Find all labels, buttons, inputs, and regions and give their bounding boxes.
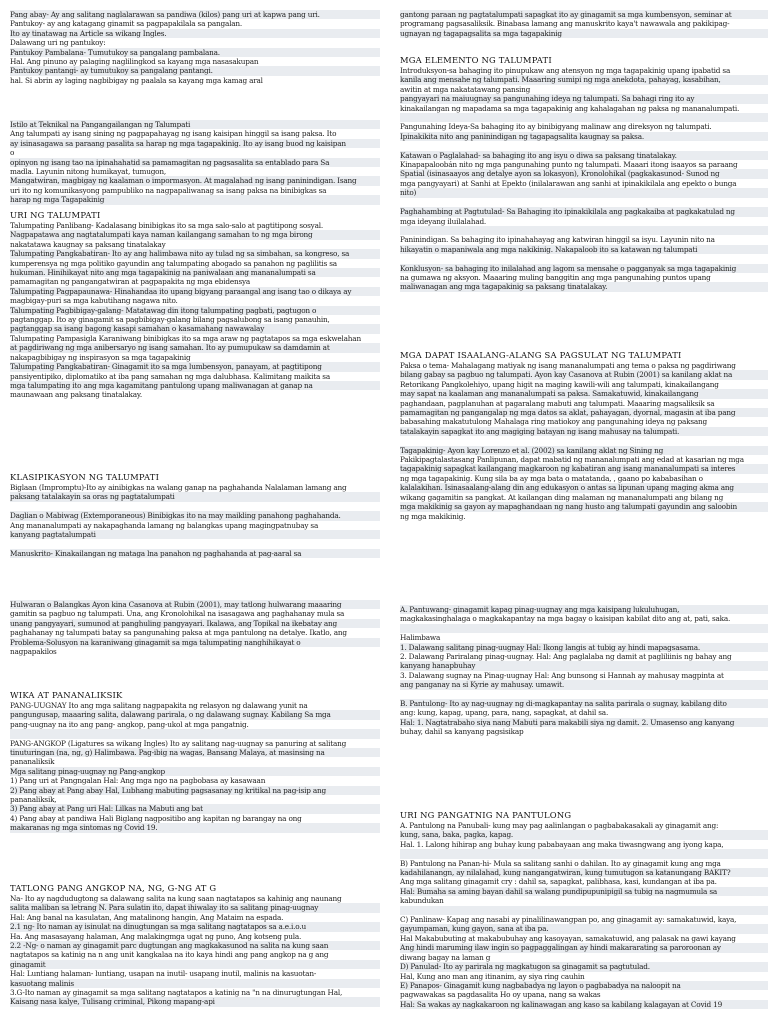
text-line: Pantukoy pantangi- ay tumutukoy sa pangalang pantangi. [10, 66, 380, 75]
text-line: pang-uugnay na ito ang pang- angkop, pang-ukol at mga pangatnig. [10, 719, 249, 729]
section-heading: TATLONG PANG ANGKOP NA, NG, G-NG AT G [10, 883, 217, 893]
text-line: Kinapapaloobán nito ng mga pangunahing punto ng talumpati. Maaari itong isaayos sa paraang [400, 160, 738, 170]
text-line: pamamagitan ng pangangatwiran at pagpapakita ng mga ebidensya [10, 277, 251, 287]
text-line: Konklusyon- sa bahaging ito inilalahad ang lagom sa mensahe o pagganyak sa mga tagapakinig [400, 264, 768, 273]
text-line: Paninindigan. Sa bahaging ito ipinahahayag ang katwiran hinggil sa isyu. Layunin nito na [400, 235, 715, 245]
text-line: Talumpating Pangkabatiran- Ginagamit ito sa mga lumbensyon, panayam, at pagtitipong [10, 362, 380, 371]
text-line: gamitin sa pagbuo ng talumpati. Una, ang Kronolohikal na isasagawa ang paghahanay mula sa [10, 609, 345, 619]
text-line: B) Pantulong na Panan-hi- Mula sa salitang sanhi o dahilan. Ito ay ginagamit kung ang mga [400, 858, 721, 868]
text-line: pangyayari na maiuugnay sa pangunahing ideya ng talumpati. Sa bahagi ring ito ay [400, 94, 768, 103]
left-section-6 [10, 690, 380, 833]
text-line: Spatial (isinasaayos ang detalye ayon sa lokasyon), Kronolohikal (pagkakasunod- Sunod ng [400, 169, 768, 178]
text-line: buhay, dahil sa kanyang pagsisikap [400, 727, 524, 737]
text-line: Talumpating Panlibang- Kadalasang binibigkas ito sa mga salo-salo at pagtitipong sosyal. [10, 221, 323, 230]
text-line [400, 226, 768, 235]
text-line: 2. Dalawang Pariralang pinag-uugnay. Hal: Ang paglalaba ng damit at pagliliinis ng bahay ang [400, 652, 732, 662]
text-line: maunawaan ang paksang tinatalakay. [10, 390, 142, 400]
text-line: PANG-UUGNAY Ito ang mga salitang nagpapakita ng relasyon ng dalawang yunit na [10, 701, 308, 710]
text-line: Mga salitang pinag-uugnay ng Pang-angkop [10, 767, 380, 776]
text-line: kung, sana, baka, pagka, kapag. [400, 830, 768, 839]
text-line: pananaliksik [10, 757, 55, 767]
text-line: kalalakihan. Isinasaalang-alang din ang edukasyon o antas sa lipunan upang maging akma ang [400, 483, 768, 492]
text-line: Manuskrito- Kinakailangan ng mataga lna panahon ng paghahanda at pag-aaral sa [10, 549, 380, 558]
text-line: 2) Pang abay at Pang abay Hal, Lubhang mabuting pagsasanay ng kritikal na pag-isip ang [10, 786, 380, 795]
text-line [400, 906, 768, 915]
text-line: hal. Si abrin ay laging nagbibigay ng paalala sa kayang mga kamag aral [10, 75, 263, 85]
section-heading: MGA DAPAT ISAALANG-ALANG SA PAGSULAT NG TALUMPATI [400, 350, 682, 360]
text-line [400, 690, 768, 699]
text-line [400, 254, 768, 263]
text-line: 3. Dalawang sugnay na Pinag-uugnay Hal: Ang bunsong si Hannah ay mahusay magpinta at [400, 670, 724, 680]
text-line: 2.2 -Ng- o naman ay ginagamit parc dugtungan ang magkakasunod na salita na kung saan [10, 941, 380, 950]
text-line: 1. Dalawang salitang pinag-uugnay Hal: Ikong langis at tubig ay hindi mapagsasama. [400, 643, 768, 652]
text-line: at pagdiriwang ng mga anibersaryo ng isang samahan. Ito ay pumupukaw sa damdamin at [10, 343, 380, 352]
text-line: Ang mga salitang ginagamit cry : dahil sa, sapagkat, palibhasa, kasi, kundangan at iba pa. [400, 877, 717, 887]
text-line: kinakailangan ng mapadama sa mga tagapakinig ang kahalagahan ng paksa ng mananalumpati. [400, 103, 740, 113]
text-line: kadahilanangn, ay nilalahad, kung nangangatwiran, kung tumutugon sa katanungang BAKIT? [400, 868, 768, 877]
text-line: Hal: Sa wakas ay nagkakaroon ng kalinawagan ang kaso sa kabilang kalagayan at Covid 19 [400, 1000, 768, 1009]
text-line: Problema-Solusyon na karaniwang ginagamit sa mga talumpating nanghihikayat o [10, 638, 380, 647]
text-line: Dalawang uri ng pantukoy: [10, 38, 106, 48]
text-line: Hal. 1. Lalong hihirap ang buhay kung pababayaan ang maka tiwasngwang ang iyong kapa, [400, 839, 724, 849]
text-line: ng mga makikinig. [400, 511, 466, 521]
text-line: pamamagitan ng pangangalap ng mga datos sa aklat, pahayagan, dyornal, magasin at iba pang [400, 408, 768, 417]
text-line: tinuturingan (na, ng, g) Halimbawa. Pag-ibig na wagas, Bansang Malaya, at masinsing na [10, 748, 380, 757]
text-line [10, 539, 380, 548]
text-line [400, 198, 768, 207]
text-line: pagtanggap sa isang bagong kasapi samahan o kasamahang nawawalay [10, 324, 380, 333]
text-line: Pantukoy Pambalana- Tumutukoy sa pangalang pambalana. [10, 48, 380, 57]
text-line: bilang gabay sa pagbuo ng talumpati. Ayon kay Casanova at Rubin (2001) sa kanilang aklat na [400, 370, 768, 379]
text-line: Talumpating Pampasigla Karaniwang binibigkas ito sa mga araw ng pagtatapos sa mga eskwelahan [10, 333, 361, 343]
text-line: E) Panapos- Ginagamit kung nagbabadya ng layon o pagbabadya na naloopit na [400, 981, 768, 990]
text-line: nito) [400, 188, 768, 197]
text-line: Hal, Kung ano man ang itinanim, ay siya ring cauhin [400, 971, 585, 981]
text-line: Hal Makabubuting at makabubuhay ang kasoyayan, samakatuwid, ang palasak na gawi kayang [400, 933, 736, 943]
text-line [400, 141, 768, 150]
text-line: 3) Pang abay at Pang uri Hal: Lilkas na Mabuti ang bat [10, 804, 380, 813]
text-line: pangungusap, maaaring salita, dalawang parirala, o ng dalawang sugnay. Kabilang Sa mga [10, 710, 380, 719]
text-line: magkakasinghalaga o magkakapantay na mga bagay o kaisipan kabilat dito ang at, pati, saka. [400, 614, 731, 624]
text-line: Retorikang Pangkolehiyo, upang higit na maging kawili-wili ang talumpati, kinakailangang [400, 379, 719, 389]
text-line: awitin at mga nakatatawang pansing [400, 84, 531, 94]
text-line: opinyon ng isang tao na ipinahahatid sa pamamagitan ng pagsasalita sa entablado para Sa [10, 158, 380, 167]
text-line: kumperensya ng mga politiko gayundin ang talumpating abogado sa panahon ng paglilitis sa [10, 258, 337, 268]
right-section-5 [400, 810, 768, 1009]
text-line: Ipinakikita nito ang paninindigan ng tagapagsalita kaugnay sa paksa. [400, 132, 768, 141]
text-line: unang pangyayari, sumunod at panghuling pangyayari. Ikalawa, ang Topikal na ikebatay ang [10, 619, 380, 628]
text-line: kanila ang mensahe ng talumpati. Maaaring sumipi ng mga anekdota, pahayag, kasabihan, [400, 75, 768, 84]
text-line: PANG-ANGKOP (Ligatures sa wikang Ingles) Ito ay salitang nag-uugnay sa panuring at salitang [10, 738, 347, 748]
left-section-5 [10, 600, 380, 656]
text-line: kabundukan [400, 896, 444, 906]
text-line: Talumpating Pagpapaunawa- Hinahandaa ito upang bigyang paraangal ang isang tao o dikaya ay [10, 287, 380, 296]
text-line: Tagapakinig- Ayon kay Lorenzo et al. (2002) sa kanilang aklat ng Sining ng [400, 446, 768, 455]
text-line [400, 849, 768, 858]
text-line: Istilo at Teknikal na Pangangailangan ng Talumpati [10, 120, 380, 129]
text-line: pananaliksik, [10, 795, 57, 805]
text-line: Halimbawa [400, 633, 441, 643]
text-line: paghahanay ng talumpati batay sa pangunahing paksa at mga pantulong na detalye. Ikatlo, ang [10, 628, 347, 638]
text-line: Paghahambing at Pagtutulad- Sa Bahaging ito ipinakikilala ang pagkakaiba at pagkakatulad ng [400, 207, 768, 216]
text-line: Pang abay- Ay ang salitang naglalarawan sa pandiwa (kilos) pang uri at kapwa pang uri. [10, 10, 380, 19]
text-line: Ito ay tinatawag na Article sa wikang Ingles. [10, 29, 380, 38]
text-line: Ang talumpati ay isang sining ng pagpapahayag ng isang kaisipan hinggil sa isang paksa. Ito [10, 129, 337, 139]
text-line: maliwanagan ang mga tagapakinig sa paksang tinatalakay. [400, 282, 768, 291]
text-line: paksang tatalakayin sa oras ng pagtatalumpati [10, 492, 380, 501]
text-line: Ha. Ang masasayang halaman, Ang malakingmga ugat ng puno, Ang kotseng pula. [10, 931, 302, 941]
text-line: A. Pantulong na Panubali- kung may pag aalinlangan o pagbabakasakali ay ginagamit ang: [400, 821, 719, 830]
text-line: babasahing makatutulong Mahalaga ring matiokoy ang pangunahing ideya ng paksang [400, 417, 707, 427]
text-line: Introduksyon-sa bahaging ito pinupukaw ang atensyon ng mga tagapakinig upang ipabatid sa [400, 66, 731, 75]
text-line: pansiyentipiko, diplomatiko at iba pang samahan ng mga dalubhasa. Kalimitang maikita sa [10, 371, 330, 381]
text-line: Hal. Ang pinuno ay palaging naglilingkod sa kayang mga nasasakupan [10, 57, 259, 67]
text-line: Ang hindi maruming ilaw ingin so pagpaggalingan ay hindi makararating sa paroroonan ay [400, 943, 768, 952]
text-line: nagpapakilos [10, 647, 57, 657]
text-line [10, 729, 380, 738]
text-line: ay isinasagawa sa paraang pasalita sa harap ng mga tagapakinig. Ito ay isang buod ng kaisipan [10, 139, 380, 148]
text-line: Nagpapatawa ang nagtatalumpati kaya naman kailangang samahan to ng mga birong [10, 230, 380, 239]
text-line: magbigay-puri sa mga kabutihang nagawa nito. [10, 296, 178, 306]
text-line: Hulwaran o Balangkas Ayon kina Casanova at Rubin (2001), may tatlong hulwarang maaaring [10, 600, 380, 609]
text-line: salita maliban sa letrang N. Para sulatin ito, dapat ihiwalay ito sa salitang pinag-uugnay [10, 903, 380, 912]
text-line: A. Pantuwang- ginagamit kapag pinag-uugnay ang mga kaisipang lukuluhugan, [400, 605, 768, 614]
section-heading: URI NG TALUMPATI [10, 210, 101, 220]
text-line: Pangunahing Ideya-Sa bahaging ito ay binibigyang malinaw ang direksyon ng talumpati. [400, 122, 712, 132]
text-line: madla. Layunin nitong humikayat, tumugon, [10, 167, 166, 177]
text-line: Mangatwiran, magbigay ng kaalaman o impormasyon. At magalahad ng isang paninindigan. Isang [10, 176, 380, 185]
text-line: uri ito ng komunikasyong pampubliko na nagpapaliwanag sa isang paksa na binibigkas sa [10, 185, 327, 195]
text-line: Hal: Luntiang halaman- luntiang, usapan na inutil- usapang inutil, malinis na kasuotan- [10, 969, 317, 979]
text-line: ang: kung, kapag, upang, para, nang, sapagkat, at dahil sa. [400, 708, 609, 718]
text-line: nagtatapos sa katinig na n ang unit kangkalaa na ito kaya hindi ang pang angkop na g ang [10, 950, 329, 960]
text-line: ang panganay na si Kyrie ay mahusay. umawit. [400, 680, 768, 689]
text-line: 3.G-Ito naman ay ginagamit sa mga salitang nagtatapos a katinig na "n na dinurugtungan Hal, [10, 988, 343, 998]
left-section-4 [10, 472, 380, 558]
text-line: na gumawa ng aksyon. Maaaring muling banggitin ang mga pangunahing puntos upang [400, 272, 711, 282]
text-line: programang pagsasaliksik. Binabasa lamang ang manuskrito kaya't nawawala ang pakikipag- [400, 19, 730, 29]
text-line: 1) Pang uri at Pangngalan Hal: Ang mga ngo na pagbobasa ay kasawaan [10, 776, 266, 786]
text-line: Ang mananalumpati ay nakapaghanda lamang ng balangkas upang magingpatnubay sa [10, 520, 319, 530]
text-line: makaranas ng mga sintomas ng Covid 19. [10, 823, 380, 832]
text-line: tatalakayin sapagkat ito ang magiging batayan ng isang mahusay na talumpati. [400, 427, 768, 436]
right-section-4 [400, 605, 768, 737]
text-line: kanyang hanapbuhay [400, 661, 768, 670]
text-line: hukuman. Hinihikayat nito ang mga tagapakinig na paniwalaan ang mananalumpati sa [10, 268, 380, 277]
text-line: Kaisang nasa kalye, Tulisang criminal, Pikong mapang-api [10, 997, 380, 1006]
section-heading: WIKA AT PANANALIKSIK [10, 690, 123, 700]
text-line: Talumpating Pagbibigay-galang- Matatawag din itong talumpating pagbati, pagtugon o [10, 306, 380, 315]
text-line: kasuotang malinis [10, 979, 380, 988]
text-line: Paksa o tema- Mahalagang matiyak ng isang mananalumpati ang tema o paksa ng pagdiriwang [400, 361, 736, 370]
text-line [400, 113, 768, 122]
text-line: gayumpaman, kung gayon, sana at iba pa. [400, 924, 768, 933]
text-line: mga talumpating ito ang mga kagamitang pantulong upang maliwanagan at ganap na [10, 381, 380, 390]
text-line: gantong paraan ng pagtatalumpati sapagkat ito ay ginagamit sa mga kumbensyon, seminar at [400, 10, 768, 19]
text-line: ginagamit [10, 960, 380, 969]
text-line: may sapat na kaalaman ang mananalumpati sa paksa. Samakatuwid, kinakailangang [400, 389, 768, 398]
text-line: Na- Ito ay nagdudugtong sa dalawang salita na kung saan nagtatapos sa kahinig ang naunang [10, 894, 342, 903]
text-line: Talumpating Pangkabatiran- Ito ay ang halimbawa nito ay tulad ng sa simbahan, sa kongreso, sa [10, 249, 380, 258]
text-line: o [10, 148, 15, 158]
text-line: 2.1 ng- Ito naman ay isinulat na dinugtungan sa mga salitang nagtatapos sa a.e.i.o.u [10, 922, 380, 931]
text-line: kanyang pagtatalumpati [10, 530, 380, 539]
text-line: Hal: 1. Nagtatrabaho siya nang Mabuti para makabili siya ng damit. 2. Umasenso ang kanyang [400, 718, 768, 727]
section-heading: MGA ELEMENTO NG TALUMPATI [400, 55, 552, 65]
text-line: ng mga tagapakinig. Kung sila ba ay mga bata o matatanda, , gaano po kababasihan o [400, 473, 703, 483]
left-section-3 [10, 210, 380, 400]
text-line: Pantukoy- ay ang katagang ginamit sa pagpapakilala sa pangalan. [10, 19, 242, 29]
text-line: nakapagbibigay ng inspirasyon sa mga tagapakinig [10, 352, 191, 362]
text-line: hikayatin o mapaniwala ang mga nakikinig. Nakapaloob ito sa katawan ng talumpati [400, 245, 768, 254]
text-line: 4) Pang abay at pandiwa Hali Biglang nagpositibo ang kapitan ng barangay na ong [10, 813, 302, 823]
text-line: Biglaan (Impromptu)-Ito ay ainibigkas na walang ganap na paghahanda Nalalaman lamang ang [10, 483, 347, 492]
text-line [10, 502, 380, 511]
text-line [400, 624, 768, 633]
section-heading: URI NG PANGATNIG NA PANTULONG [400, 810, 572, 820]
left-section-2 [10, 120, 380, 205]
text-line: Katawan o Paglalahad- sa bahaging ito ang isyu o diwa sa paksang tinatalakay. [400, 151, 768, 160]
text-line: mga makikinig sa gayon ay mapaghandaan ng nang husto ang talumpati gayundin ang saloobin [400, 502, 768, 511]
text-line: ugnayan ng tagapagsalita sa mga tagapakinig [400, 29, 768, 38]
text-line: B. Pantulong- Ito ay nag-uugnay ng di-magkapantay na salita parirala o sugnay, kabilang dito [400, 699, 768, 708]
text-line: diwang bagay na laman g [400, 952, 491, 962]
right-section-1 [400, 10, 768, 38]
left-section-1 [10, 10, 380, 85]
text-line: paghandaan, pagplanuhan at pagaralang mabuti ang talumpati. Maaaring magsaliksik sa [400, 398, 715, 408]
left-section-7 [10, 883, 380, 1007]
text-line: harap ng mga Tagapakinig [10, 195, 380, 204]
text-line [400, 436, 768, 445]
text-line: Pakikipagtalastasang Panlipunan, dapat mabatid ng mananalumpati ang edad at kasarian ng mga [400, 455, 744, 465]
text-line: wikang gagamitin sa pangkat. At kailangan ding malaman ng mananalumpati ang bilang ng [400, 492, 724, 502]
text-line: Hal: Bumaha sa aming bayan dahil sa walang pundipupunipigil sa tubig na nagmumula sa [400, 887, 768, 896]
text-line: nakatatawa kaugnay sa paksang tinatalakay [10, 239, 166, 249]
text-line: tagapakinig sapagkat kailangang magkaroon ng kabatiran ang isang mananalumpati sa interes [400, 464, 768, 473]
text-line: Daglian o Mabiwag (Extemporaneous) Binibigkas ito na may maikling panahong paghahanda. [10, 511, 380, 520]
text-line: pagtanggap. Ito ay ginagamit sa pagbibigay-galang bilang pagsalubong sa isang panauhin, [10, 315, 330, 325]
section-heading: KLASIPIKASYON NG TALUMPATI [10, 472, 160, 482]
right-section-3 [400, 350, 768, 521]
text-line: C) Panlinaw- Kapag ang nasabi ay pinalilinawangpan po, ang ginagamit ay: samakatuwid, kaya, [400, 915, 737, 925]
text-line: mga ideyang iluilalahad. [400, 216, 487, 226]
text-line: mga pangyayari) at Sanhi at Epekto (inilalarawan ang sanhi at ipinakikilala ang epekto o bunga [400, 178, 737, 188]
text-line: D) Panulad- Ito ay parirala ng magkatugon sa ginagamit sa pagtutulad. [400, 962, 768, 971]
text-line: pagwawakas sa pagdasalita Ho oy upana, nang sa wakas [400, 990, 601, 1000]
text-line: Hal: Ang banal na kasulatan, Ang matalinong hangin, Ang Mataim na espada. [10, 912, 284, 922]
right-section-2 [400, 55, 768, 292]
